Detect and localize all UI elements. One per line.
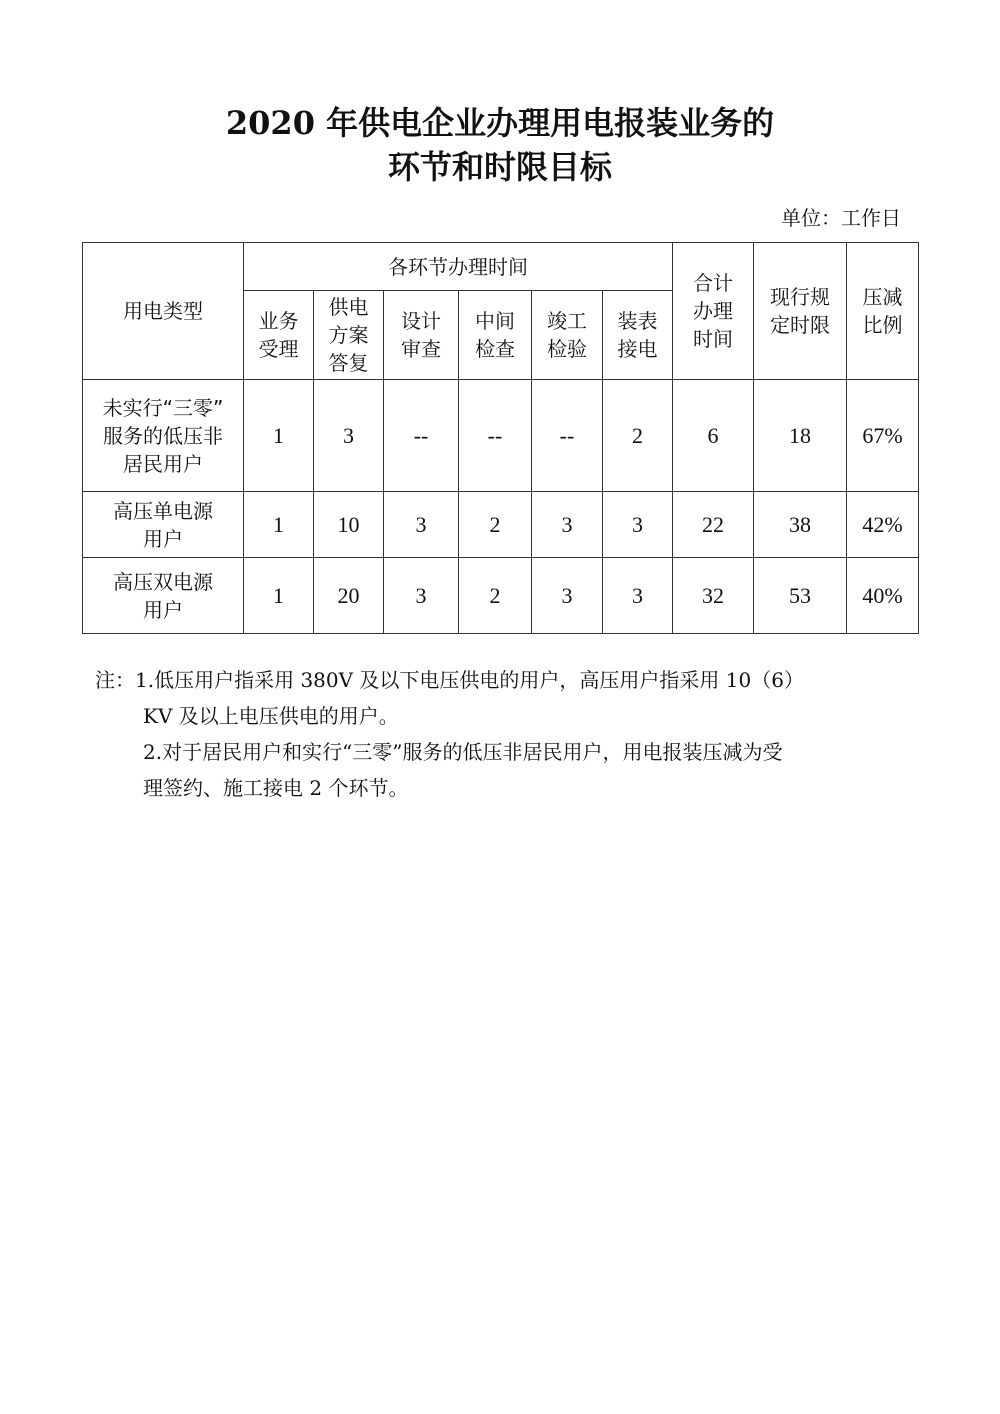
cell-reduction: 67% xyxy=(847,380,919,492)
unit-label: 单位：工作日 xyxy=(781,206,901,230)
cell-value: 1 xyxy=(244,492,314,558)
cell-value: 3 xyxy=(603,492,673,558)
cell-value: 2 xyxy=(459,558,532,634)
table-row xyxy=(83,380,919,492)
header-stage: 设计 审查 xyxy=(384,291,459,380)
header-stage: 竣工 检验 xyxy=(532,291,603,380)
row-type: 高压双电源 用户 xyxy=(83,558,244,634)
cell-value: 3 xyxy=(384,558,459,634)
cell-value: 3 xyxy=(532,492,603,558)
note-1-line-2: KV 及以上电压供电的用户。 xyxy=(143,704,399,728)
cell-total: 6 xyxy=(673,380,754,492)
header-stage: 装表 接电 xyxy=(603,291,673,380)
header-stage: 供电 方案 答复 xyxy=(314,291,384,380)
cell-total: 32 xyxy=(673,558,754,634)
note-2-line-2: 理签约、施工接电 2 个环节。 xyxy=(143,776,409,800)
cell-value: 1 xyxy=(244,558,314,634)
header-stage: 中间 检查 xyxy=(459,291,532,380)
cell-value: 1 xyxy=(244,380,314,492)
cell-current-limit: 18 xyxy=(754,380,847,492)
note-1-line-1: 注：1.低压用户指采用 380V 及以下电压供电的用户，高压用户指采用 10（6） xyxy=(95,668,804,692)
page-title-line-2: 环节和时限目标 xyxy=(387,148,612,186)
cell-total: 22 xyxy=(673,492,754,558)
table-row xyxy=(83,492,919,558)
cell-value: 20 xyxy=(314,558,384,634)
cell-value: 2 xyxy=(603,380,673,492)
cell-value: 3 xyxy=(314,380,384,492)
cell-current-limit: 53 xyxy=(754,558,847,634)
row-type: 高压单电源 用户 xyxy=(83,492,244,558)
header-type: 用电类型 xyxy=(83,243,244,380)
cell-current-limit: 38 xyxy=(754,492,847,558)
cell-value: 10 xyxy=(314,492,384,558)
row-type: 未实行“三零” 服务的低压非 居民用户 xyxy=(83,380,244,492)
cell-reduction: 42% xyxy=(847,492,919,558)
notes-section xyxy=(95,662,915,806)
cell-reduction: 40% xyxy=(847,558,919,634)
cell-value: -- xyxy=(384,380,459,492)
header-stage: 业务 受理 xyxy=(244,291,314,380)
table-row xyxy=(83,558,919,634)
header-current-limit: 现行规 定时限 xyxy=(754,243,847,380)
cell-value: -- xyxy=(459,380,532,492)
header-stage-group: 各环节办理时间 xyxy=(244,243,673,291)
header-total: 合计 办理 时间 xyxy=(673,243,754,380)
cell-value: -- xyxy=(532,380,603,492)
cell-value: 3 xyxy=(603,558,673,634)
header-reduction: 压减 比例 xyxy=(847,243,919,380)
note-2-line-1: 2.对于居民用户和实行“三零”服务的低压非居民用户，用电报装压减为受 xyxy=(143,740,783,764)
cell-value: 3 xyxy=(384,492,459,558)
page-title-line-1: 2020 年供电企业办理用电报装业务的 xyxy=(225,104,775,142)
cell-value: 2 xyxy=(459,492,532,558)
time-limit-table xyxy=(82,242,919,634)
cell-value: 3 xyxy=(532,558,603,634)
